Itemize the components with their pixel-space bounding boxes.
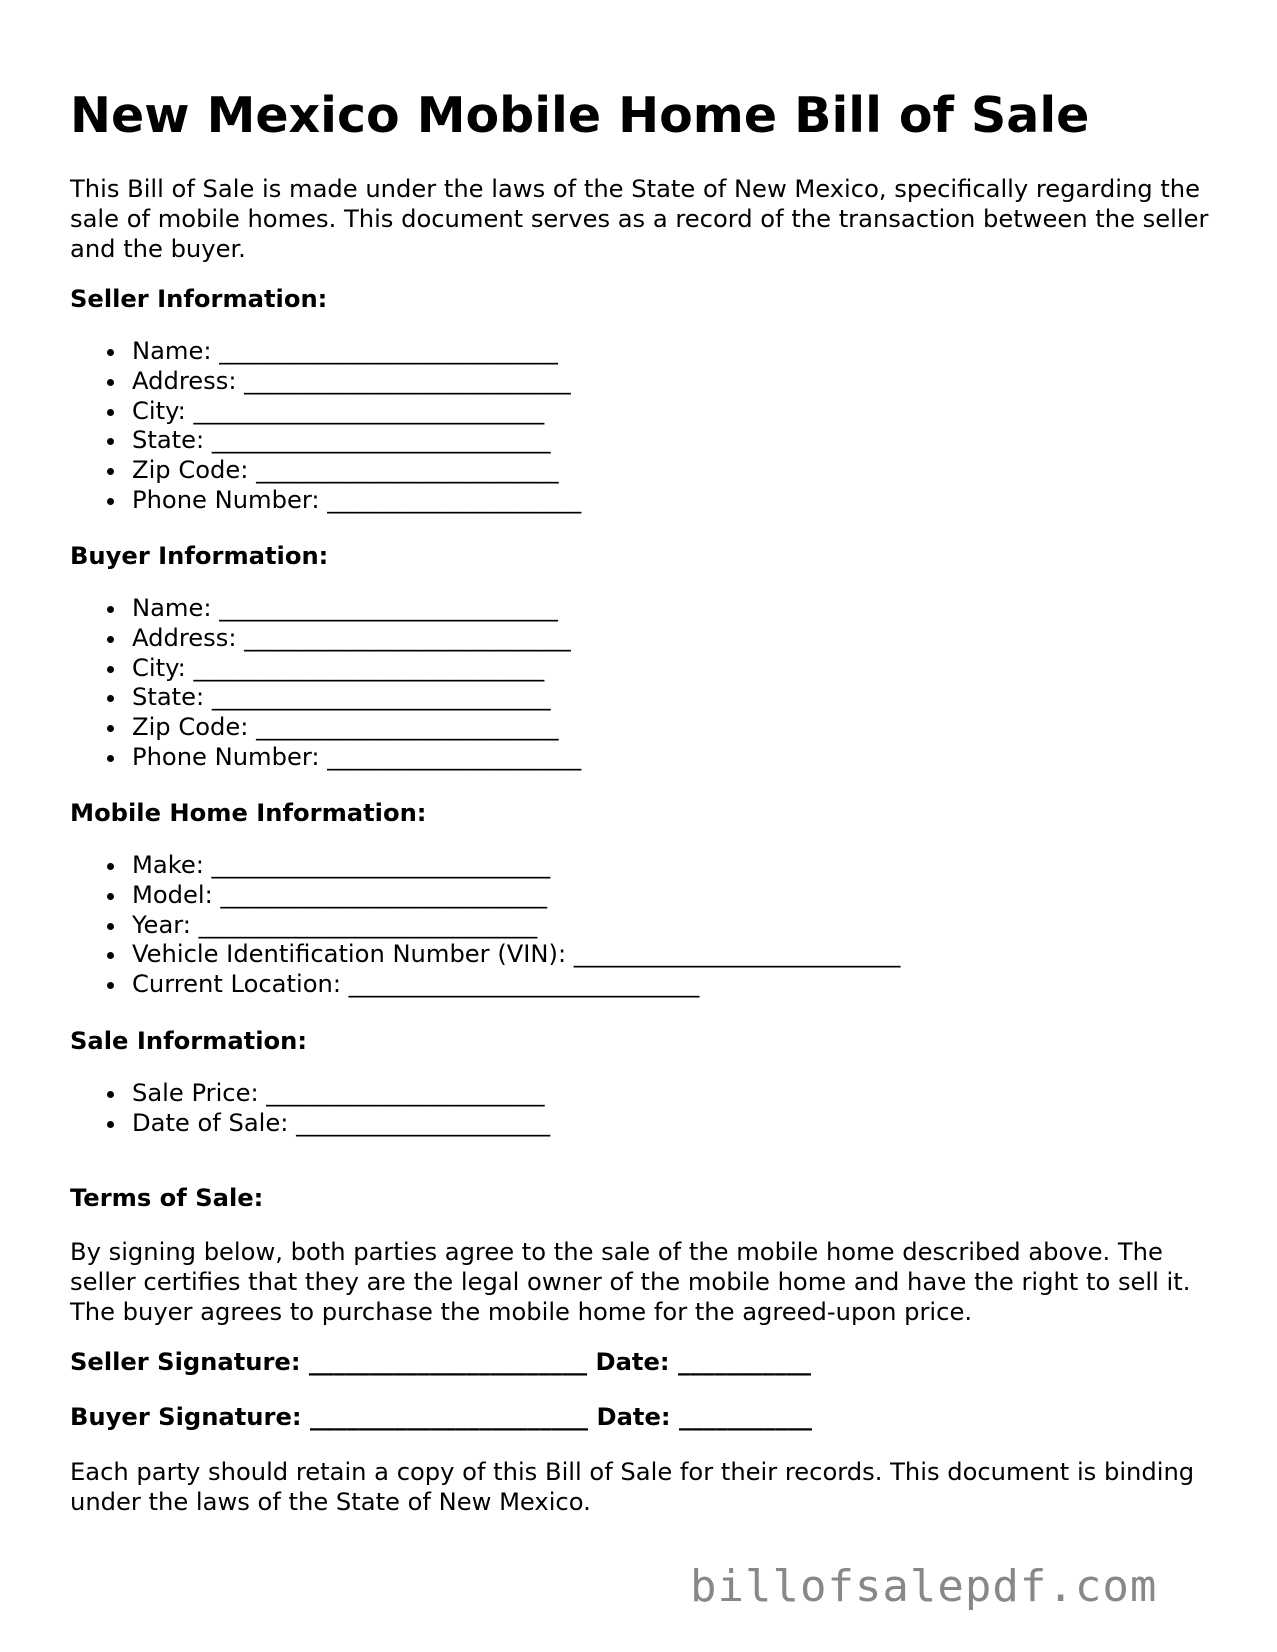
buyer-city-field: City: _____________________________ (70, 654, 581, 684)
seller-field-list (70, 337, 581, 516)
current-location-field: Current Location: _____________________________ (70, 970, 900, 1000)
buyer-zip-field: Zip Code: _________________________ (70, 713, 581, 743)
vin-field: Vehicle Identification Number (VIN): ___________________________ (70, 940, 900, 970)
seller-state-field: State: ____________________________ (70, 426, 581, 456)
seller-zip-field: Zip Code: _________________________ (70, 456, 581, 486)
mobile-home-field-list (70, 851, 900, 1000)
seller-city-field: City: _____________________________ (70, 397, 581, 427)
buyer-state-field: State: ____________________________ (70, 683, 581, 713)
mobile-home-heading: Mobile Home Information: (70, 799, 427, 827)
buyer-phone-field: Phone Number: _____________________ (70, 743, 581, 773)
date-of-sale-field: Date of Sale: _____________________ (70, 1109, 550, 1139)
intro-paragraph: This Bill of Sale is made under the laws of the State of New Mexico, specifically regarding the sale of mobile homes. This document serves as a record of the transaction between the seller and the buyer. (70, 175, 1209, 263)
buyer-name-field: Name: ____________________________ (70, 594, 581, 624)
seller-signature-line: Seller Signature: _______________________ Date: ___________ (70, 1348, 812, 1376)
closing-paragraph: Each party should retain a copy of this Bill of Sale for their records. This document is binding under the laws of the State of New Mexico. (70, 1458, 1195, 1516)
buyer-signature-line: Buyer Signature: _______________________ Date: ___________ (70, 1403, 813, 1431)
year-field: Year: ____________________________ (70, 911, 900, 941)
seller-name-field: Name: ____________________________ (70, 337, 581, 367)
sale-field-list (70, 1079, 550, 1139)
buyer-field-list (70, 594, 581, 773)
seller-phone-field: Phone Number: _____________________ (70, 486, 581, 516)
watermark: billofsalepdf.com (690, 1561, 1158, 1612)
sale-heading: Sale Information: (70, 1027, 308, 1055)
sale-price-field: Sale Price: _______________________ (70, 1079, 550, 1109)
model-field: Model: ___________________________ (70, 881, 900, 911)
terms-paragraph: By signing below, both parties agree to the sale of the mobile home described above. The seller certifies that they are the legal owner of the mobile home and have the right to sell it. The buyer agrees to purchase the mobile home for the agreed-upon price. (70, 1238, 1191, 1326)
buyer-address-field: Address: ___________________________ (70, 624, 581, 654)
make-field: Make: ____________________________ (70, 851, 900, 881)
seller-heading: Seller Information: (70, 285, 328, 313)
buyer-heading: Buyer Information: (70, 542, 329, 570)
seller-address-field: Address: ___________________________ (70, 367, 581, 397)
terms-heading: Terms of Sale: (70, 1184, 264, 1212)
document-title: New Mexico Mobile Home Bill of Sale (70, 87, 1090, 144)
